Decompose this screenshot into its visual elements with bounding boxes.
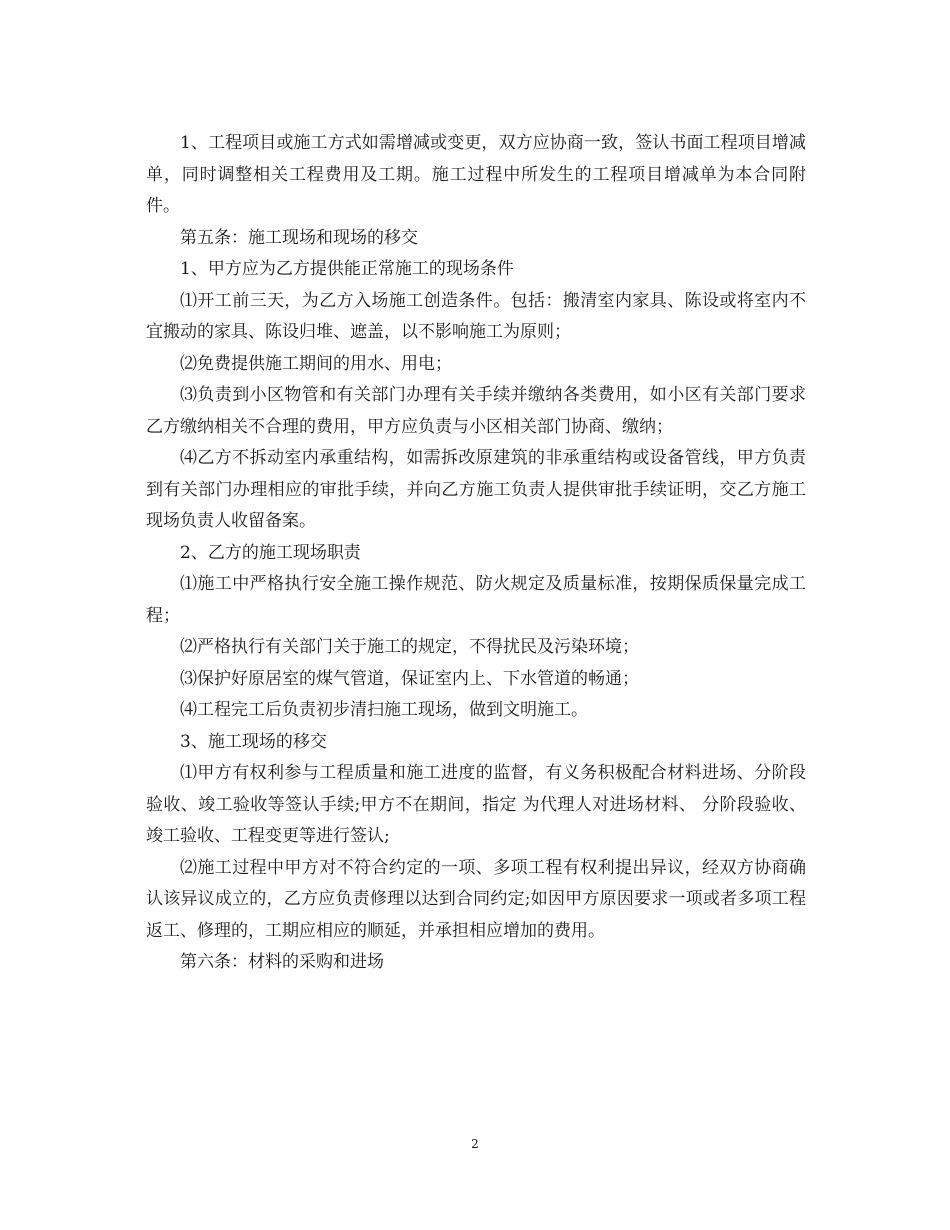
paragraph-item-a3: ⑶负责到小区物管和有关部门办理有关手续并缴纳各类费用，如小区有关部门要求乙方缴纳相关不合理的费用，甲方应负责与小区相关部门协商、缴纳； bbox=[146, 385, 806, 437]
paragraph-item-a1: ⑴开工前三天，为乙方入场施工创造条件。包括：搬清室内家具、陈设或将室内不宜搬动的家具、陈设归堆、遮盖，以不影响施工为原则； bbox=[146, 290, 806, 342]
paragraph-item-b2: ⑵严格执行有关部门关于施工的规定，不得扰民及污染环境； bbox=[180, 637, 639, 657]
paragraph-clause-1: 1、工程项目或施工方式如需增减或变更，双方应协商一致，签认书面工程项目增减单，同时调整相关工程费用及工期。施工过程中所发生的工程项目增减单为本合同附件。 bbox=[146, 133, 806, 216]
paragraph-item-b4: ⑷工程完工后负责初步清扫施工现场，做到文明施工。 bbox=[180, 700, 588, 720]
subheading-party-b-duties: 2、乙方的施工现场职责 bbox=[180, 542, 361, 563]
paragraph-item-a2: ⑵免费提供施工期间的用水、用电； bbox=[180, 353, 452, 374]
paragraph-item-c2: ⑵施工过程中甲方对不符合约定的一项、多项工程有权利提出异议，经双方协商确认该异议成立的，乙方应负责修理以达到合同约定;如因甲方原因要求一项或者多项工程返工、修理的，工期应相应的顺延，并承担相应增加的费用。 bbox=[146, 857, 806, 941]
subheading-party-a-duties: 1、甲方应为乙方提供能正常施工的现场条件 bbox=[180, 259, 514, 279]
paragraph-item-b1: ⑴施工中严格执行安全施工操作规范、防火规定及质量标准，按期保质保量完成工程； bbox=[146, 574, 806, 626]
subheading-site-handover: 3、施工现场的移交 bbox=[180, 731, 327, 752]
heading-article-5: 第五条：施工现场和现场的移交 bbox=[180, 227, 418, 248]
paragraph-item-c1: ⑴甲方有权利参与工程质量和施工进度的监督，有义务积极配合材料进场、分阶段验收、竣工验收等签认手续;甲方不在期间，指定 为代理人对进场材料、 分阶段验收、竣工验收、工程变更等进行签认; bbox=[146, 763, 806, 846]
document-body bbox=[146, 128, 806, 979]
paragraph-item-b3: ⑶保护好原居室的煤气管道，保证室内上、下水管道的畅通； bbox=[180, 668, 639, 689]
paragraph-item-a4: ⑷乙方不拆动室内承重结构，如需拆改原建筑的非承重结构或设备管线，甲方负责到有关部门办理相应的审批手续，并向乙方施工负责人提供审批手续证明，交乙方施工现场负责人收留备案。 bbox=[146, 448, 806, 531]
heading-article-6: 第六条：材料的采购和进场 bbox=[180, 952, 384, 972]
page-number: 2 bbox=[471, 1137, 479, 1151]
